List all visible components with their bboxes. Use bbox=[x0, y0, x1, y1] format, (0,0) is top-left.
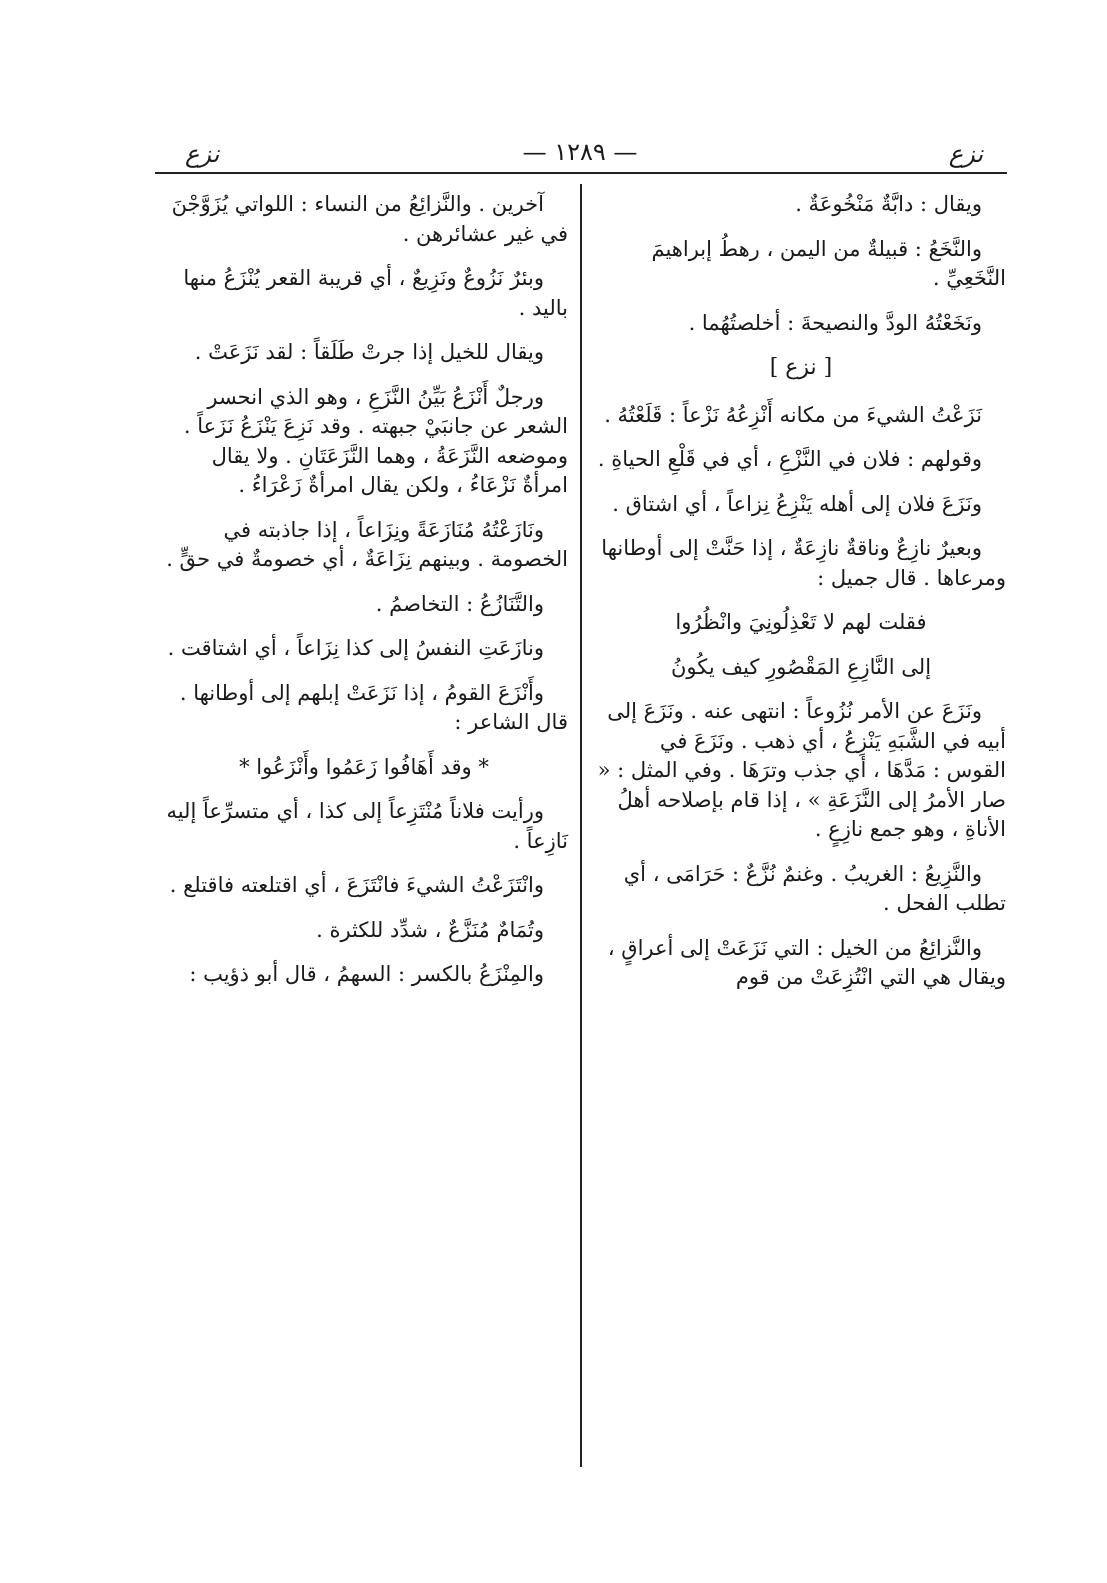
paragraph: وانْتَزَعْتُ الشيءَ فانْتَزَعَ ، أي اقتلعته فاقتلع . bbox=[169, 873, 544, 897]
paragraph: ورجلٌ أَنْزَعُ بَيِّنُ النَّزَعِ ، وهو الذي انحسر الشعر عن جانبَيْ جبهته . وقد نَزِعَ يَنْزَعُ نَزَعاً . وموضعه النَّزَعَةُ ، وهما النَّزَعَتَانِ . ولا يقال امرأةٌ نَزْعَاءُ ، ولكن يقال امرأةٌ زَعْرَاءُ . bbox=[183, 384, 568, 497]
paragraph: ونَخَعْتُهُ الودَّ والنصيحةَ : أخلصتُهُما . bbox=[688, 310, 982, 335]
page-number: — ١٢٨٩ — bbox=[522, 138, 638, 166]
entry-heading: [ نزع ] bbox=[769, 355, 833, 380]
paragraph: والنَّزِيعُ : الغريبُ . وغنمٌ نُزَّعٌ : حَرَامَى ، أي تطلب الفحل . bbox=[623, 861, 1006, 915]
paragraph: والنَّزائِعُ من الخيل : التي نَزَعَتْ إلى أعراقٍ ، ويقال هي التي انْتُزِعَتْ من قوم bbox=[607, 935, 1006, 989]
paragraph: آخرين . والنَّزائِعُ من النساء : اللواتي يُزَوَّجْنَ في غير عشائرهن . bbox=[171, 192, 568, 246]
paragraph: والتَّنَازُعُ : التخاصمُ . bbox=[375, 591, 544, 616]
paragraph: والمِنْزَعُ بالكسر : السهمُ ، قال أبو ذؤيب : bbox=[189, 962, 544, 986]
column-divider bbox=[580, 184, 582, 1467]
paragraph: والنَّخَعُ : قبيلةٌ من اليمن ، رهطُ إبراهيمَ النَّخَعِيِّ . bbox=[651, 236, 1006, 290]
paragraph: ونازَعَتِ النفسُ إلى كذا نِزَاعاً ، أي اشتاقت . bbox=[167, 636, 544, 660]
header-rule bbox=[155, 172, 1007, 174]
verse-line: إلى النَّازِعِ المَقْصُورِ كيف يكُونُ bbox=[670, 654, 932, 679]
verse-line: * وقد أَهَافُوا زَعَمُوا وأَنْزَعُوا * bbox=[239, 754, 489, 779]
paragraph: وتُمَامٌ مُنَزَّعٌ ، شدِّد للكثرة . bbox=[316, 917, 544, 942]
header-right-word: نزع bbox=[948, 140, 983, 168]
paragraph: ونَزَعَ عن الأمر نُزُوعاً : انتهى عنه . ونَزَعَ إلى أبيه في الشَّبَهِ يَنْزِعُ ، أي ذهب . ونَزَعَ في القوس : مَدَّهَا ، أي جذب وترَهَا . وفي المثل : « صار الأمرُ إلى النَّزَعَةِ » ، إذا قام بإصلاحه أهلُ الأناةِ ، وهو جمع نازِعٍ . bbox=[597, 699, 1006, 841]
right-column bbox=[596, 190, 1006, 1008]
paragraph: نَزَعْتُ الشيءَ من مكانه أَنْزِعُهُ نَزْعاً : قَلَعْتُهُ . bbox=[604, 402, 982, 427]
paragraph: وقولهم : فلان في النَّزْعِ ، أي في قَلْعِ الحياةِ . bbox=[597, 447, 982, 471]
paragraph: ونَزَعَ فلان إلى أهله يَنْزِعُ نِزاعاً ، أي اشتاق . bbox=[612, 491, 982, 516]
left-column bbox=[160, 190, 568, 1005]
verse-line: فقلت لهم لا تَعْذِلُونِيَ وانْظُرُوا bbox=[675, 610, 927, 634]
paragraph: وبعيرٌ نازِعٌ وناقةٌ نازِعَةٌ ، إذا حَنَّتْ إلى أوطانها ومرعاها . قال جميل : bbox=[601, 536, 1006, 590]
paragraph: وأَنْزَعَ القومُ ، إذا نَزَعَتْ إبلهم إلى أوطانها . قال الشاعر : bbox=[179, 680, 568, 734]
running-header bbox=[155, 136, 1005, 172]
paragraph: ويقال : دابَّةٌ مَنْخُوعَةٌ . bbox=[795, 192, 982, 216]
header-left-word: نزع bbox=[185, 140, 220, 168]
paragraph: ويقال للخيل إذا جرتْ طَلَقاً : لقد نَزَعَتْ . bbox=[194, 340, 544, 364]
paragraph: وبئرٌ نَزُوعٌ ونَزِيعٌ ، أي قريبة القعر يُنْزَعُ منها باليد . bbox=[183, 266, 568, 320]
paragraph: ورأيت فلاناً مُنْتَزِعاً إلى كذا ، أي متسرِّعاً إليه نَازِعاً . bbox=[166, 799, 568, 853]
paragraph: ونَازَعْتُهُ مُنَازَعَةً ونِزَاعاً ، إذا جاذبته في الخصومة . وبينهم نِزَاعَةٌ ، أي خصومةٌ في حقٍّ . bbox=[166, 517, 568, 571]
